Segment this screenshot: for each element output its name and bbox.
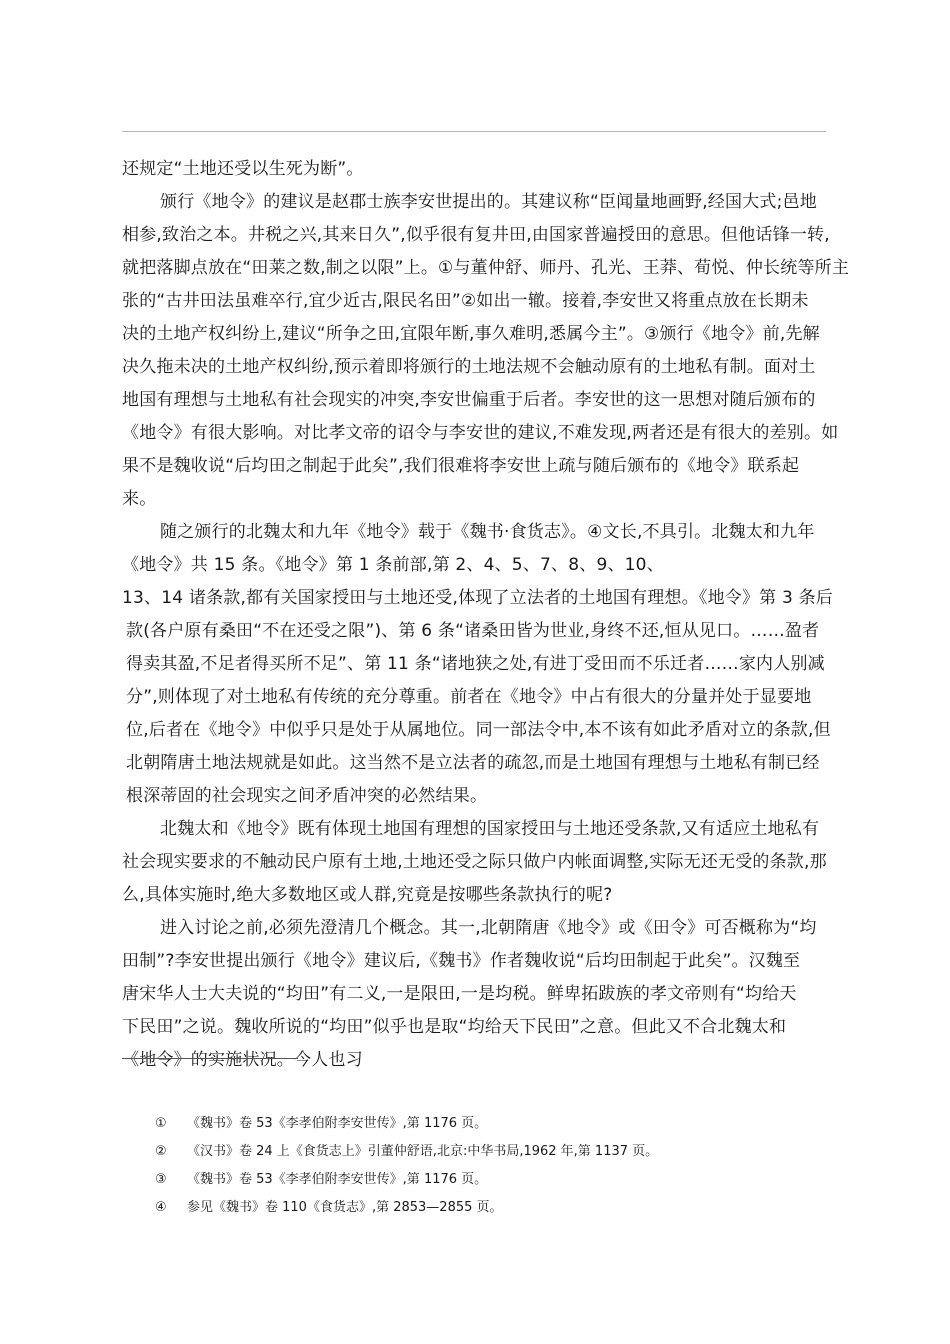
text-line: 北朝隋唐土地法规就是如此。这当然不是立法者的疏忽,而是土地国有理想与土地私有制已经 xyxy=(126,753,820,773)
text-line: 来。 xyxy=(122,489,157,509)
text-line: 得卖其盈,不足者得买所不足”、第 11 条“诸地狭之处,有进丁受田而不乐迁者……家内人别减 xyxy=(126,654,825,674)
text-line: 就把落脚点放在“田莱之数,制之以限”上。①与董仲舒、师丹、孔光、王莽、荀悦、仲长统等所主 xyxy=(122,258,850,278)
footnotes xyxy=(155,1110,835,1222)
footnote-marker: ③ xyxy=(155,1172,167,1187)
footnote-text: 《汉书》卷 24 上《食货志上》引董仲舒语,北京:中华书局,1962 年,第 1137 页。 xyxy=(187,1144,659,1159)
text-line: 颁行《地令》的建议是赵郡士族李安世提出的。其建议称“臣闻量地画野,经国大式;邑地 xyxy=(160,192,817,212)
footnote-3 xyxy=(155,1166,835,1194)
paragraph-3 xyxy=(122,516,836,813)
main-text xyxy=(122,153,850,1077)
text-line: 还规定“土地还受以生死为断”。 xyxy=(122,159,364,179)
footnote-text: 《魏书》卷 53《李孝伯附李安世传》,第 1176 页。 xyxy=(187,1172,488,1187)
text-line: 《地令》共 15 条。《地令》第 1 条前部,第 2、4、5、7、8、9、10、 xyxy=(122,555,664,575)
footnote-4 xyxy=(155,1194,835,1222)
text-line: 北魏太和《地令》既有体现土地国有理想的国家授田与土地还受条款,又有适应土地私有 xyxy=(160,819,820,839)
header-rule xyxy=(122,131,826,132)
text-line: 《地令》有很大影响。对比孝文帝的诏令与李安世的建议,不难发现,两者还是有很大的差别。如 xyxy=(122,423,839,443)
footnote-1 xyxy=(155,1110,835,1138)
text-line: 《地令》的实施状况。今人也习 xyxy=(122,1050,363,1070)
text-line: 相参,致治之本。井税之兴,其来日久”,似乎很有复井田,由国家普遍授田的意思。但他话锋一转, xyxy=(122,225,830,245)
paragraph-5 xyxy=(122,912,836,1077)
text-line: 位,后者在《地令》中似乎只是处于从属地位。同一部法令中,本不该有如此矛盾对立的条款,但 xyxy=(126,720,831,740)
text-line: 地国有理想与土地私有社会现实的冲突,李安世偏重于后者。李安世的这一思想对随后颁布的 xyxy=(122,390,816,410)
footnote-rule xyxy=(122,1058,298,1059)
footnote-marker: ① xyxy=(155,1116,167,1131)
text-line: 下民田”之说。魏收所说的“均田”似乎也是取“均给天下民田”之意。但此又不合北魏太和 xyxy=(122,1017,787,1037)
text-line: 随之颁行的北魏太和九年《地令》载于《魏书·食货志》。④文长,不具引。北魏太和九年 xyxy=(160,522,815,542)
paragraph-1 xyxy=(122,153,836,186)
text-line: 社会现实要求的不触动民户原有土地,土地还受之际只做户内帐面调整,实际无还无受的条款,那 xyxy=(122,852,827,872)
paragraph-2 xyxy=(122,186,850,516)
text-line: 果不是魏收说“后均田之制起于此矣”,我们很难将李安世上疏与随后颁布的《地令》联系起 xyxy=(122,456,800,476)
paragraph-4 xyxy=(122,813,836,912)
footnote-text: 参见《魏书》卷 110《食货志》,第 2853—2855 页。 xyxy=(187,1200,503,1215)
text-line: 唐宋华人士大夫说的“均田”有二义,一是限田,一是均税。鲜卑拓跋族的孝文帝则有“均给天 xyxy=(122,984,797,1004)
footnote-text: 《魏书》卷 53《李孝伯附李安世传》,第 1176 页。 xyxy=(187,1116,488,1131)
text-line: 张的“古井田法虽难卒行,宜少近古,限民名田”②如出一辙。接着,李安世又将重点放在长期未 xyxy=(122,291,809,311)
text-line: 款(各户原有桑田“不在还受之限”)、第 6 条“诸桑田皆为世业,身终不还,恒从见口。……盈者 xyxy=(126,621,820,641)
text-line: 13、14 诸条款,都有关国家授田与土地还受,体现了立法者的土地国有理想。《地令》第 3 条后 xyxy=(122,588,833,608)
text-line: 么,具体实施时,绝大多数地区或人群,究竟是按哪些条款执行的呢? xyxy=(122,885,613,905)
footnote-marker: ② xyxy=(155,1144,167,1159)
text-line: 进入讨论之前,必须先澄清几个概念。其一,北朝隋唐《地令》或《田令》可否概称为“均 xyxy=(160,918,817,938)
footnote-2 xyxy=(155,1138,835,1166)
text-line: 分”,则体现了对土地私有传统的充分尊重。前者在《地令》中占有很大的分量并处于显要地 xyxy=(126,687,812,707)
text-line: 决的土地产权纠纷上,建议“所争之田,宜限年断,事久难明,悉属今主”。③颁行《地令》前,先解 xyxy=(122,324,820,344)
text-line: 决久拖未决的土地产权纠纷,预示着即将颁行的土地法规不会触动原有的土地私有制。面对土 xyxy=(122,357,816,377)
text-line: 田制”?李安世提出颁行《地令》建议后,《魏书》作者魏收说“后均田制起于此矣”。汉魏至 xyxy=(122,951,801,971)
footnote-marker: ④ xyxy=(155,1200,167,1215)
text-line: 根深蒂固的社会现实之间矛盾冲突的必然结果。 xyxy=(126,786,488,806)
